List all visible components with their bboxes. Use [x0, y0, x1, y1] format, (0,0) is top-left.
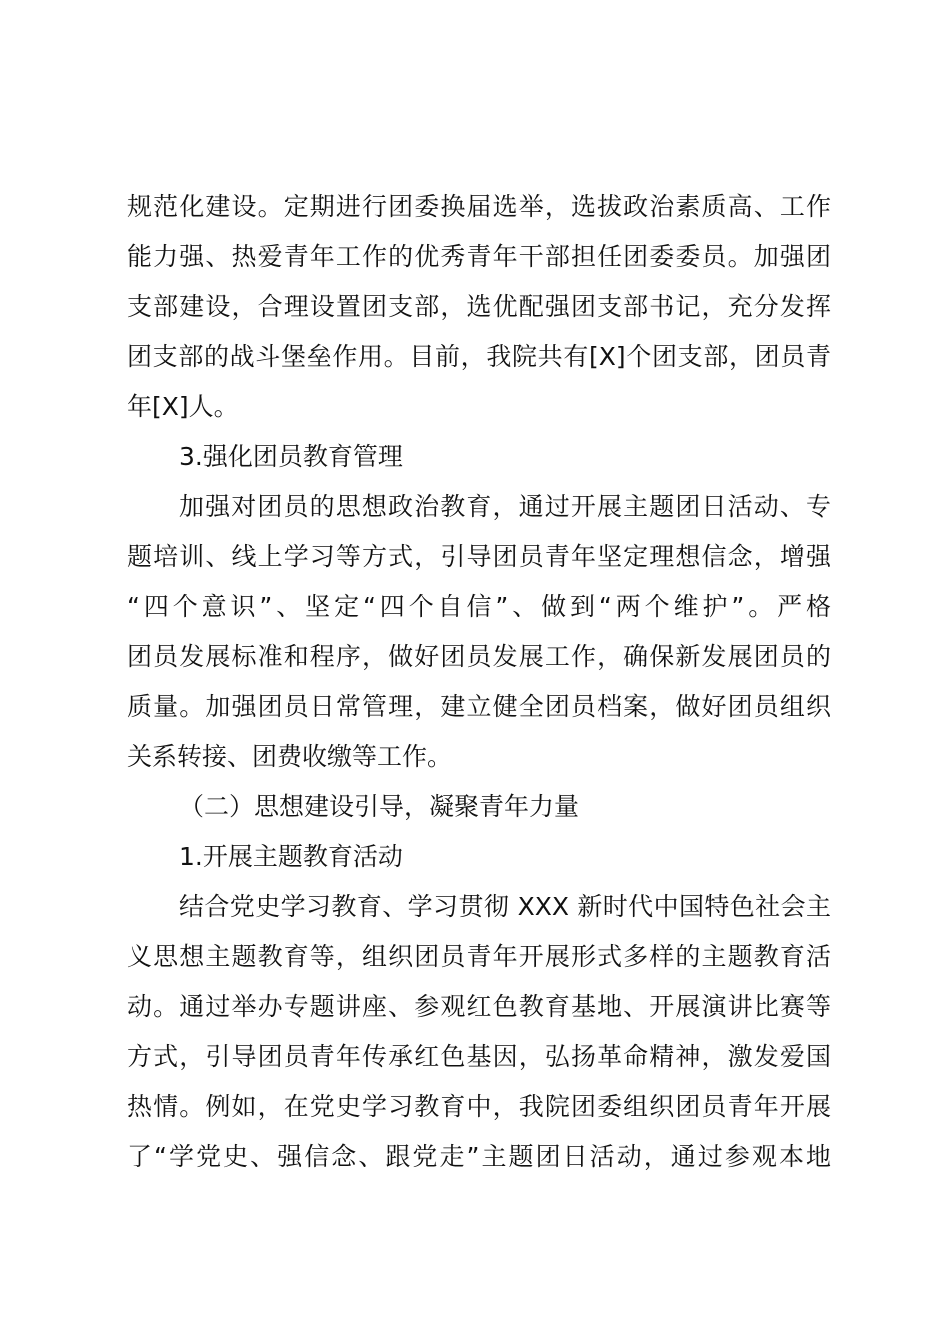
- body-line: 加强对团员的思想政治教育，通过开展主题团日活动、专: [179, 492, 831, 521]
- section-heading: （二）思想建设引导，凝聚青年力量: [179, 792, 580, 821]
- body-line: 关系转接、团费收缴等工作。: [127, 742, 453, 771]
- body-line: 能力强、热爱青年工作的优秀青年干部担任团委委员。加强团: [127, 242, 831, 271]
- body-line: 义思想主题教育等，组织团员青年开展形式多样的主题教育活: [127, 942, 831, 971]
- body-line: 质量。加强团员日常管理，建立健全团员档案，做好团员组织: [127, 692, 831, 721]
- body-line: 团支部的战斗堡垒作用。目前，我院共有[X]个团支部，团员青: [127, 342, 831, 371]
- body-line: 年[X]人。: [127, 392, 239, 421]
- body-line: 团员发展标准和程序，做好团员发展工作，确保新发展团员的: [127, 642, 831, 671]
- body-line: 支部建设，合理设置团支部，选优配强团支部书记，充分发挥: [127, 292, 831, 321]
- subsection-heading: 1.开展主题教育活动: [179, 842, 403, 871]
- body-line: 规范化建设。定期进行团委换届选举，选拔政治素质高、工作: [127, 192, 831, 221]
- body-line: 结合党史学习教育、学习贯彻 XXX 新时代中国特色社会主: [179, 892, 831, 921]
- body-line: 动。通过举办专题讲座、参观红色教育基地、开展演讲比赛等: [127, 992, 831, 1021]
- body-line: “四个意识”、坚定“四个自信”、做到“两个维护”。严格: [127, 592, 831, 621]
- body-line: 方式，引导团员青年传承红色基因，弘扬革命精神，激发爱国: [127, 1042, 831, 1071]
- section-heading: 3.强化团员教育管理: [179, 442, 403, 471]
- body-line: 题培训、线上学习等方式，引导团员青年坚定理想信念，增强: [127, 542, 831, 571]
- body-line: 热情。例如，在党史学习教育中，我院团委组织团员青年开展: [127, 1092, 831, 1121]
- document-page: [127, 182, 831, 1182]
- body-line: 了“学党史、强信念、跟党走”主题团日活动，通过参观本地: [127, 1142, 831, 1171]
